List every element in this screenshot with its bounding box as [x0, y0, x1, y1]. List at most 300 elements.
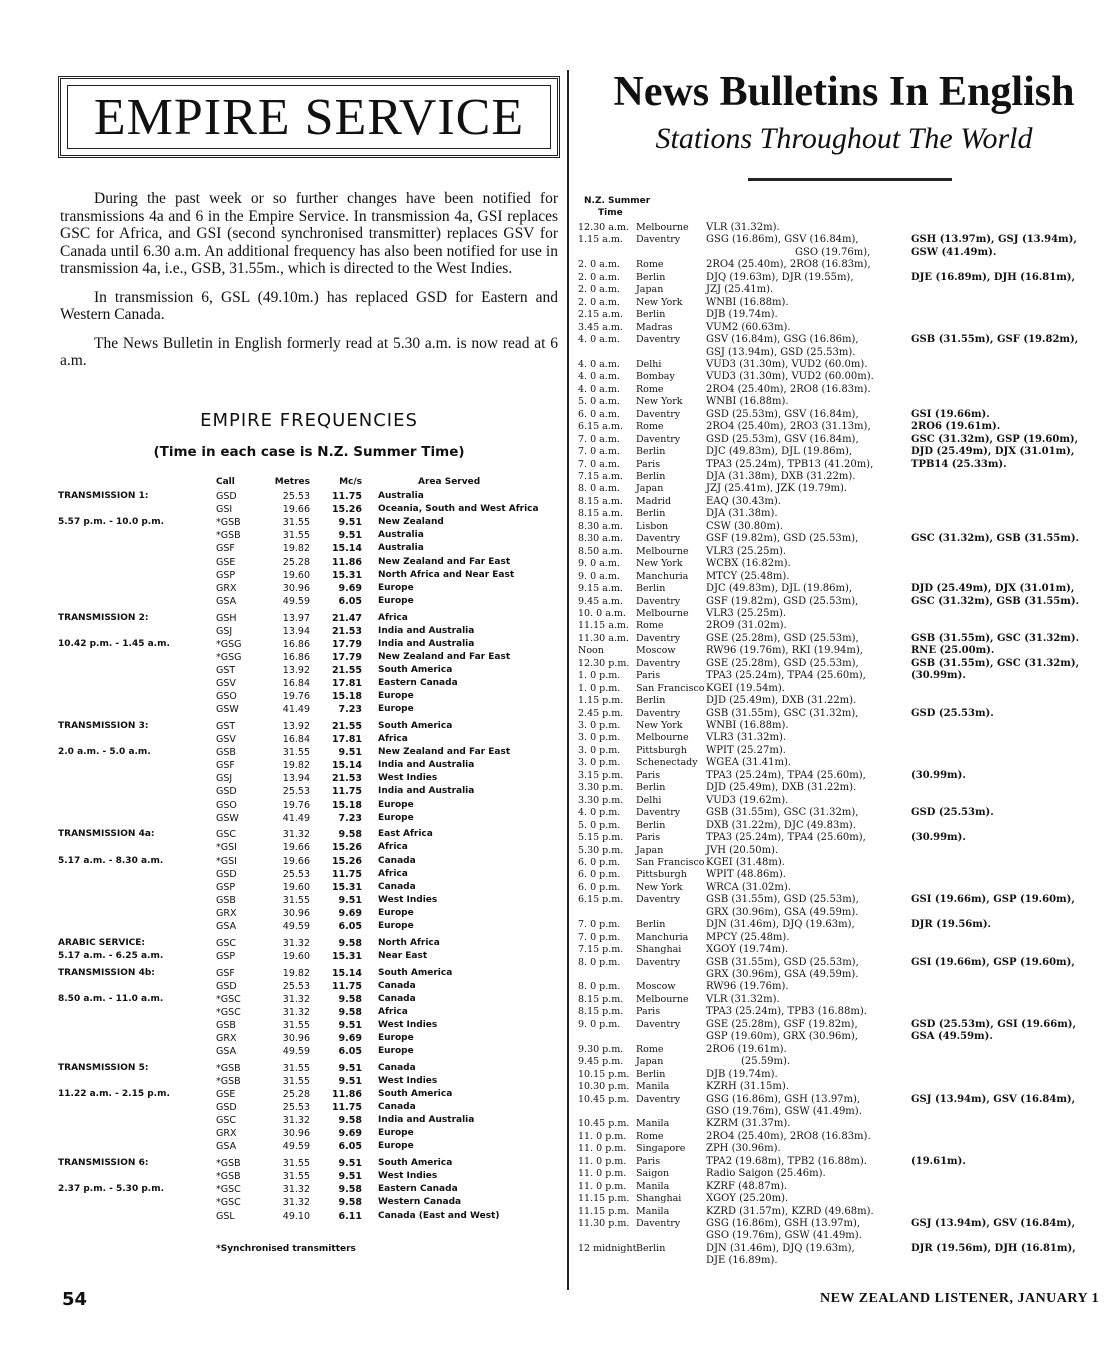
bulletin-stations: DJN (31.46m), DJQ (19.63m), — [706, 1242, 855, 1254]
bulletin-stations: GSB (31.55m), GSD (25.53m), — [706, 894, 859, 906]
bulletin-row — [578, 832, 1098, 845]
metres: 25.28 — [282, 556, 310, 568]
frequency-row — [58, 950, 558, 963]
metres: 13.92 — [282, 720, 310, 732]
bulletin-stations: DJD (25.49m), DXB (31.22m). — [706, 782, 857, 794]
bulletin-stations: VUD3 (31.30m), VUD2 (60.00m). — [706, 371, 874, 383]
bulletin-row — [578, 272, 1098, 285]
bulletin-row — [578, 757, 1098, 770]
frequency-row — [58, 638, 558, 651]
megacycles: 17.79 — [331, 651, 362, 663]
bulletin-location: Pittsburgh — [636, 869, 687, 881]
megacycles: 7.23 — [338, 704, 362, 716]
bulletin-time: 6. 0 p.m. — [578, 856, 621, 868]
bulletin-row — [578, 546, 1098, 559]
call-sign: GSD — [216, 786, 237, 798]
bulletin-time: 11.15 a.m. — [578, 620, 629, 632]
transmission-label: TRANSMISSION 6: — [58, 1158, 149, 1169]
metres: 19.76 — [282, 799, 310, 811]
megacycles: 11.75 — [331, 980, 362, 992]
bulletin-stations: 2RO9 (31.02m). — [706, 620, 787, 632]
bulletin-row — [578, 259, 1098, 272]
bulletin-time: 11.30 p.m. — [578, 1218, 630, 1229]
bulletin-location: Rome — [636, 620, 664, 632]
bulletin-time: 5. 0 a.m. — [578, 396, 620, 408]
bulletin-location: Paris — [636, 1006, 661, 1018]
metres: 19.76 — [282, 691, 310, 703]
metres: 16.86 — [282, 638, 310, 650]
bulletin-stations: VLR (31.32m). — [706, 993, 780, 1005]
bulletin-location: Daventry — [636, 1218, 681, 1229]
bulletin-stations-extra: 2RO6 (19.61m). — [911, 421, 1001, 433]
area-served: West Indies — [378, 894, 438, 905]
bulletin-stations: WCBX (16.82m). — [706, 558, 791, 570]
bulletin-time: 7. 0 a.m. — [578, 433, 620, 445]
bulletin-row — [578, 857, 1098, 870]
megacycles: 6.05 — [338, 921, 362, 932]
bulletin-stations: GSG (16.86m), GSH (13.97m), — [706, 1218, 861, 1229]
megacycles: 21.55 — [331, 664, 362, 676]
megacycles: 15.31 — [331, 569, 362, 581]
bulletin-row — [578, 770, 1098, 783]
metres: 31.55 — [282, 894, 310, 906]
transmission-label: TRANSMISSION 4a: — [58, 829, 155, 840]
frequency-row — [58, 1075, 558, 1088]
bulletin-time: 2.15 a.m. — [578, 309, 623, 321]
bulletin-stations-extra: (30.99m). — [911, 670, 966, 682]
bulletin-location: Paris — [636, 832, 661, 844]
bulletin-stations-extra: GSH (13.97m), GSJ (13.94m), — [911, 234, 1077, 246]
bulletin-stations-extra: GSB (31.55m), GSC (31.32m). — [911, 632, 1080, 644]
metres: 19.82 — [282, 967, 310, 979]
call-sign: GSD — [216, 980, 237, 992]
metres: 25.53 — [282, 786, 310, 798]
call-sign: GST — [216, 720, 236, 732]
bulletin-location: Daventry — [636, 956, 681, 968]
bulletin-location: Paris — [636, 458, 661, 470]
call-sign: GRX — [216, 1033, 237, 1044]
frequency-row — [58, 1140, 558, 1153]
bulletin-location: Moscow — [636, 645, 676, 657]
area-served: West Indies — [378, 1075, 438, 1086]
bulletin-stations-extra: GSJ (13.94m), GSV (16.84m), — [911, 1093, 1076, 1105]
bulletin-stations-extra: (30.99m). — [911, 832, 966, 844]
bulletin-stations-extra: GSD (25.53m). — [911, 807, 994, 819]
empire-intro — [60, 190, 558, 381]
megacycles: 9.69 — [338, 1033, 362, 1044]
megacycles: 9.69 — [338, 582, 362, 594]
bulletin-location: Berlin — [636, 819, 666, 831]
frequency-row — [58, 1170, 558, 1183]
call-sign: GSH — [216, 612, 237, 624]
area-served: Africa — [378, 842, 408, 853]
bulletin-row — [578, 446, 1098, 459]
frequency-row — [58, 595, 558, 608]
metres: 31.32 — [282, 1115, 310, 1127]
bulletin-stations: 2RO4 (25.40m), 2RO8 (16.83m). — [706, 1130, 871, 1142]
frequency-row — [58, 516, 558, 529]
bulletin-stations: GSO (19.76m), GSW (41.49m). — [706, 1230, 862, 1242]
bulletin-stations-extra: GSC (31.32m), GSB (31.55m). — [911, 595, 1080, 607]
area-served: Africa — [378, 734, 408, 744]
bulletin-row — [578, 521, 1098, 534]
bulletin-location: Melbourne — [636, 222, 689, 233]
col-mc: Mc/s — [339, 477, 362, 487]
megacycles: 6.05 — [338, 1141, 362, 1153]
bulletin-row — [578, 932, 1098, 945]
metres: 25.28 — [282, 1089, 310, 1100]
bulletin-row — [578, 1006, 1098, 1019]
bulletin-row — [578, 633, 1098, 646]
area-served: Europe — [378, 921, 414, 931]
area-served: Europe — [378, 799, 414, 810]
call-sign: *GSC — [216, 1197, 241, 1209]
call-sign: GRX — [216, 907, 237, 919]
bulletin-location: Daventry — [636, 707, 681, 719]
frequency-row — [58, 881, 558, 894]
bulletin-location: Rome — [636, 259, 664, 271]
area-served: India and Australia — [378, 1115, 475, 1126]
bulletin-location: Singapore — [636, 1143, 686, 1155]
bulletin-stations: 2RO4 (25.40m), 2RO8 (16.83m). — [706, 383, 871, 395]
bulletin-row — [578, 284, 1098, 297]
bulletin-location: San Francisco — [636, 682, 705, 694]
bulletin-location: Japan — [636, 1056, 664, 1068]
bulletin-time: 12.30 p.m. — [578, 657, 630, 669]
metres: 19.66 — [282, 504, 310, 516]
metres: 25.53 — [282, 980, 310, 992]
area-served: Africa — [378, 612, 408, 623]
bulletin-stations-extra: GSI (19.66m), GSP (19.60m), — [911, 956, 1075, 968]
bulletin-location: Berlin — [636, 271, 666, 283]
call-sign: GRX — [216, 1128, 237, 1140]
bulletin-stations: GSB (31.55m), GSC (31.32m), — [706, 707, 859, 719]
frequency-row — [58, 651, 558, 664]
bulletin-location: Melbourne — [636, 993, 689, 1005]
bulletin-stations: 2RO4 (25.40m), 2RO3 (31.13m), — [706, 421, 871, 433]
frequency-row — [58, 1210, 558, 1223]
call-sign: *GSB — [216, 1062, 241, 1074]
bulletin-time: 1.15 p.m. — [578, 695, 624, 707]
bulletin-location: Bombay — [636, 371, 675, 383]
area-served: India and Australia — [378, 638, 475, 649]
bulletin-time: 1.15 a.m. — [578, 234, 623, 246]
call-sign: GSA — [216, 1141, 237, 1153]
bulletin-location: Paris — [636, 1155, 661, 1167]
bulletin-stations: DJA (31.38m), DXB (31.22m). — [706, 471, 856, 482]
megacycles: 17.79 — [331, 638, 362, 650]
call-sign: GSO — [216, 799, 237, 811]
nz-time-heading-2: Time — [598, 208, 623, 218]
area-served: South America — [378, 967, 453, 978]
bulletin-location: Daventry — [636, 234, 681, 246]
area-served: West Indies — [378, 1019, 438, 1030]
call-sign: GSJ — [216, 773, 233, 785]
col-area: Area Served — [418, 477, 481, 487]
bulletin-time: 5.30 p.m. — [578, 844, 624, 856]
bulletin-stations: 2RO6 (19.61m). — [706, 1043, 787, 1055]
area-served: Western Canada — [378, 1197, 462, 1208]
bulletin-stations: TPA3 (25.24m), TPB3 (16.88m). — [706, 1006, 867, 1018]
bulletin-location: Lisbon — [636, 520, 669, 532]
bulletin-stations: JZJ (25.41m), JZK (19.79m). — [706, 483, 848, 495]
bulletin-location: Melbourne — [636, 545, 689, 557]
call-sign: GSC — [216, 937, 237, 949]
megacycles: 9.51 — [338, 894, 362, 906]
area-served: Europe — [378, 1033, 414, 1043]
bulletin-time: 2. 0 a.m. — [578, 259, 620, 271]
frequency-row — [58, 1062, 558, 1075]
bulletin-time: 11.15 p.m. — [578, 1205, 630, 1217]
frequency-row — [58, 799, 558, 812]
bulletin-time: 7. 0 p.m. — [578, 919, 621, 931]
bulletin-stations: GSP (19.60m), GRX (30.96m), — [706, 1031, 858, 1043]
transmission-label: TRANSMISSION 3: — [58, 720, 149, 731]
bulletin-stations: WPIT (25.27m). — [706, 744, 786, 756]
bulletin-stations: GSE (25.28m), GSD (25.53m), — [706, 632, 859, 644]
megacycles: 11.86 — [331, 1089, 362, 1100]
bulletin-row — [578, 708, 1098, 721]
bulletin-row — [578, 658, 1098, 671]
call-sign: *GSC — [216, 1006, 241, 1018]
bulletin-row — [578, 720, 1098, 733]
area-served: West Indies — [378, 773, 438, 784]
metres: 19.66 — [282, 842, 310, 854]
transmission-label: ARABIC SERVICE: — [58, 937, 146, 948]
metres: 13.94 — [282, 625, 310, 637]
metres: 31.55 — [282, 530, 310, 542]
megacycles: 9.51 — [338, 530, 362, 542]
area-served: Europe — [378, 1046, 414, 1057]
call-sign: *GSB — [216, 1075, 241, 1087]
transmission-label: 11.22 a.m. - 2.15 p.m. — [58, 1089, 170, 1099]
bulletin-location: New York — [636, 720, 683, 731]
bulletin-stations: GSG (16.86m), GSV (16.84m), — [706, 234, 859, 246]
area-served: Near East — [378, 950, 428, 961]
area-served: Europe — [378, 582, 414, 593]
bulletin-stations: GSJ (13.94m), GSD (25.53m). — [706, 346, 856, 358]
bulletin-row — [578, 222, 1098, 235]
bulletin-location: Daventry — [636, 408, 681, 420]
bulletin-stations: KZRD (31.57m), KZRD (49.68m). — [706, 1205, 874, 1217]
area-served: Canada — [378, 881, 416, 892]
bulletin-time: 8.15 p.m. — [578, 993, 624, 1005]
bulletin-time: 4. 0 a.m. — [578, 383, 620, 395]
call-sign: GSA — [216, 1046, 237, 1058]
bulletin-time: 3.30 p.m. — [578, 782, 624, 794]
transmission-label: TRANSMISSION 2: — [58, 612, 149, 623]
call-sign: GSA — [216, 595, 237, 607]
metres: 49.59 — [282, 1046, 310, 1058]
bulletin-stations: DJN (31.46m), DJQ (19.63m), — [706, 919, 855, 931]
bulletin-stations: KZRM (31.37m). — [706, 1118, 791, 1130]
bulletin-stations: WNBI (16.88m). — [706, 720, 789, 731]
bulletin-time: 6. 0 p.m. — [578, 869, 621, 881]
transmission-label: 2.0 a.m. - 5.0 a.m. — [58, 747, 151, 758]
bulletin-location: Daventry — [636, 1018, 681, 1030]
transmission-label: 5.17 a.m. - 6.25 a.m. — [58, 950, 164, 961]
bulletin-location: Berlin — [636, 695, 666, 707]
bulletin-time: 10.45 p.m. — [578, 1093, 630, 1105]
metres: 31.32 — [282, 1006, 310, 1018]
bulletin-row — [578, 1230, 1098, 1243]
area-served: Oceania, South and West Africa — [378, 504, 539, 515]
bulletin-location: Manila — [636, 1180, 670, 1192]
metres: 30.96 — [282, 907, 310, 919]
bulletin-time: 6. 0 a.m. — [578, 408, 620, 420]
area-served: India and Australia — [378, 786, 475, 797]
bulletin-location: New York — [636, 396, 683, 408]
bulletin-location: Berlin — [636, 1242, 666, 1254]
bulletin-stations: VUD3 (19.62m). — [706, 794, 789, 806]
bulletin-time: 8.30 a.m. — [578, 520, 623, 532]
bulletin-row — [578, 683, 1098, 696]
bulletin-stations: GSV (16.84m), GSG (16.86m), — [706, 334, 859, 346]
intro-paragraph: During the past week or so further changes have been notified for transmissions 4a and 6 in the Empire Service. In transmission 4a, GSI replaces GSC for Africa, and GSI (second synchronised transmitter) replaces GSV for Canada until 6.30 a.m. An additional frequency has also been notified for use in transmission 4a, i.e., GSB, 31.55m., which is directed to the West Indies. — [60, 190, 558, 277]
metres: 31.32 — [282, 993, 310, 1005]
area-served: North Africa and Near East — [378, 569, 515, 580]
bulletin-location: Manila — [636, 1118, 670, 1130]
bulletin-stations: WGEA (31.41m). — [706, 757, 792, 769]
megacycles: 15.26 — [331, 855, 362, 867]
bulletin-location: Rome — [636, 1130, 664, 1142]
bulletin-row — [578, 322, 1098, 335]
bulletin-row — [578, 1056, 1098, 1069]
call-sign: GSW — [216, 704, 239, 716]
megacycles: 15.18 — [331, 691, 362, 703]
bulletin-row — [578, 882, 1098, 895]
bulletin-stations: WRCA (31.02m). — [706, 881, 791, 893]
bulletin-time: 8.15 p.m. — [578, 1006, 624, 1018]
bulletin-stations-extra: DJD (25.49m), DJX (31.01m), — [911, 446, 1075, 458]
call-sign: *GSG — [216, 638, 242, 650]
bulletin-stations: GSF (19.82m), GSD (25.53m), — [706, 595, 859, 607]
call-sign: GSI — [216, 504, 233, 516]
megacycles: 9.69 — [338, 1128, 362, 1140]
bulletin-stations: VLR (31.32m). — [706, 222, 780, 233]
frequency-row — [58, 490, 558, 503]
call-sign: *GSC — [216, 993, 241, 1005]
bulletin-row — [578, 396, 1098, 409]
megacycles: 9.58 — [338, 1197, 362, 1209]
call-sign: GSP — [216, 881, 236, 893]
bulletin-location: Melbourne — [636, 732, 689, 744]
metres: 25.53 — [282, 491, 310, 502]
call-sign: GSD — [216, 491, 237, 502]
bulletin-location: Madrid — [636, 495, 672, 507]
nz-time-heading: N.Z. Summer — [584, 196, 651, 206]
metres: 31.32 — [282, 829, 310, 841]
metres: 13.94 — [282, 773, 310, 785]
megacycles: 9.51 — [338, 517, 362, 529]
bulletin-stations: DXB (31.22m), DJC (49.83m). — [706, 819, 856, 831]
bulletin-stations: WNBI (16.88m). — [706, 396, 789, 408]
bulletin-row — [578, 1131, 1098, 1144]
bulletin-time: 6.15 p.m. — [578, 894, 624, 906]
bulletin-time: 7. 0 a.m. — [578, 458, 620, 470]
bulletin-location: San Francisco — [636, 856, 705, 868]
bulletin-stations: GSO (19.76m), — [706, 246, 871, 258]
area-served: New Zealand and Far East — [378, 651, 511, 662]
bulletin-row — [578, 1019, 1098, 1032]
frequency-row — [58, 529, 558, 542]
metres: 19.82 — [282, 760, 310, 772]
frequency-row — [58, 1101, 558, 1114]
call-sign: GSC — [216, 829, 237, 841]
area-served: Australia — [378, 491, 424, 501]
megacycles: 17.81 — [331, 734, 362, 745]
bulletin-row — [578, 795, 1098, 808]
bulletin-row — [578, 596, 1098, 609]
metres: 16.84 — [282, 678, 310, 689]
col-metres: Metres — [274, 477, 310, 487]
bulletin-location: Daventry — [636, 657, 681, 669]
metres: 31.32 — [282, 937, 310, 949]
bulletin-time: 1. 0 p.m. — [578, 670, 621, 682]
bulletin-stations: DJC (49.83m), DJL (19.86m), — [706, 583, 853, 595]
bulletin-stations: DJQ (19.63m), DJR (19.55m), — [706, 271, 854, 283]
bulletin-time: 4. 0 a.m. — [578, 334, 620, 346]
transmission-label: 5.57 p.m. - 10.0 p.m. — [58, 517, 164, 528]
bulletin-time: 3.45 a.m. — [578, 321, 623, 333]
bulletin-row — [578, 1106, 1098, 1119]
bulletin-row — [578, 434, 1098, 447]
area-served: Europe — [378, 704, 414, 715]
frequencies-subheading: (Time in each case is N.Z. Summer Time) — [153, 444, 465, 460]
bulletin-stations: GRX (30.96m), GSA (49.59m). — [706, 906, 859, 918]
transmission-label: TRANSMISSION 1: — [58, 491, 149, 501]
bulletin-row — [578, 1031, 1098, 1044]
bulletin-time: 11. 0 p.m. — [578, 1143, 627, 1155]
metres: 13.97 — [282, 612, 310, 624]
transmission-label: TRANSMISSION 4b: — [58, 967, 155, 978]
bulletin-location: Berlin — [636, 471, 666, 482]
megacycles: 9.51 — [338, 1062, 362, 1074]
bulletin-location: Moscow — [636, 981, 676, 993]
bulletin-row — [578, 409, 1098, 422]
frequency-row — [58, 855, 558, 868]
bulletin-location: Paris — [636, 769, 661, 781]
bulletin-location: Japan — [636, 844, 664, 856]
bulletin-row — [578, 508, 1098, 521]
bulletin-stations-extra: GSD (25.53m), GSI (19.66m), — [911, 1018, 1076, 1030]
bulletin-location: Daventry — [636, 807, 681, 819]
bulletin-stations: KZRH (31.15m). — [706, 1081, 789, 1093]
bulletin-row — [578, 1243, 1098, 1256]
col-call: Call — [216, 477, 235, 487]
title-rule — [748, 178, 952, 181]
bulletin-stations: VLR3 (25.25m). — [706, 545, 787, 557]
bulletin-row — [578, 1081, 1098, 1094]
call-sign: GSP — [216, 950, 236, 962]
frequency-row — [58, 759, 558, 772]
area-served: Canada — [378, 1102, 416, 1113]
bulletin-row — [578, 459, 1098, 472]
bulletin-row — [578, 347, 1098, 360]
bulletin-stations: VLR3 (25.25m). — [706, 607, 787, 619]
bulletin-stations: (25.59m). — [706, 1056, 791, 1068]
area-served: Africa — [378, 1006, 408, 1017]
area-served: India and Australia — [378, 625, 475, 636]
bulletin-stations: RW96 (19.76m), RKI (19.94m), — [706, 645, 863, 657]
transmission-label: 5.17 a.m. - 8.30 a.m. — [58, 855, 164, 866]
bulletin-row — [578, 1206, 1098, 1219]
bulletin-location: Daventry — [636, 334, 681, 346]
call-sign: *GSB — [216, 1171, 241, 1183]
area-served: Europe — [378, 595, 414, 606]
bulletin-stations: TPA2 (19.68m), TPB2 (16.88m). — [706, 1155, 867, 1167]
metres: 16.84 — [282, 734, 310, 745]
